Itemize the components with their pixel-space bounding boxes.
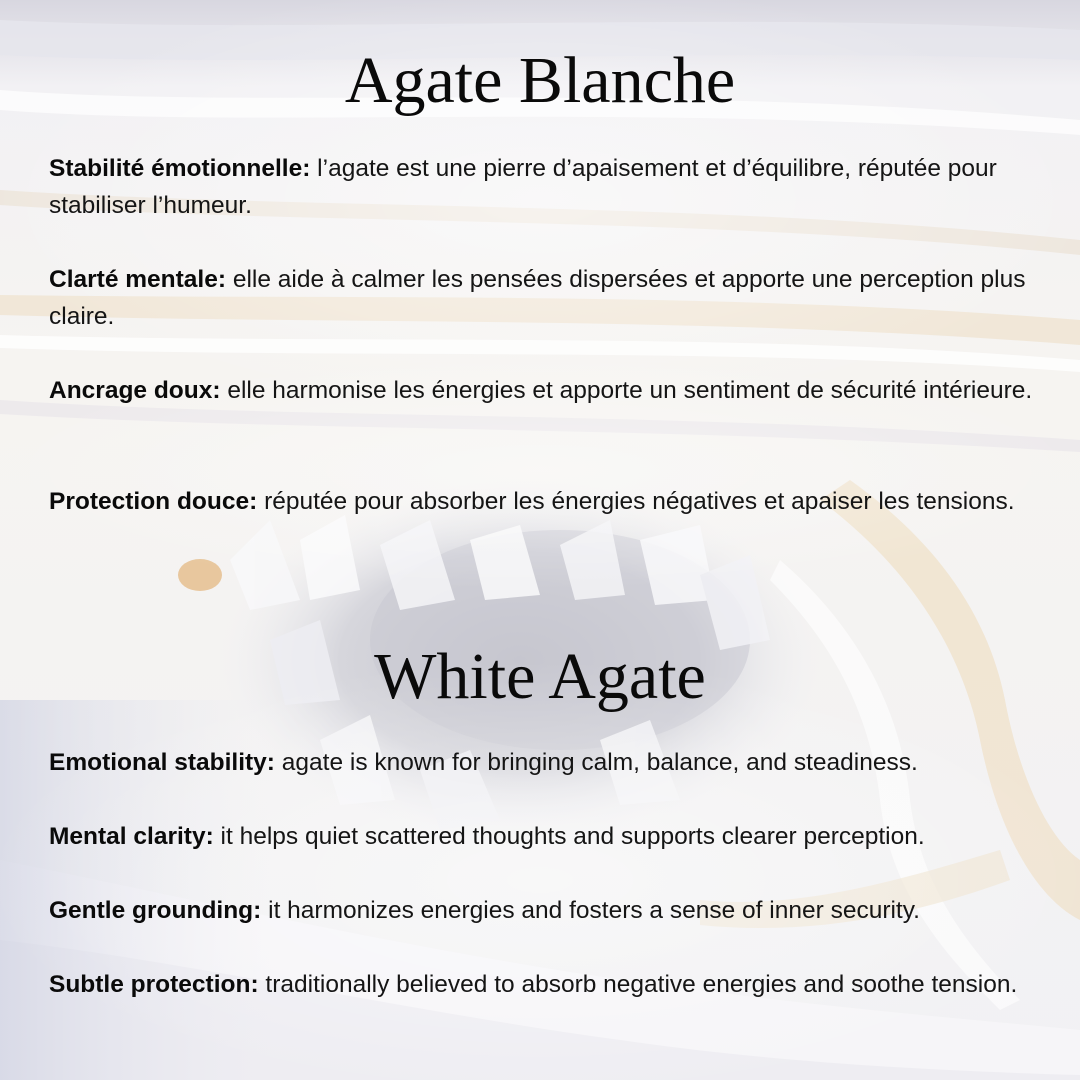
property-mental-clarity-fr [49,261,1034,335]
property-label: Ancrage doux: [49,377,221,404]
property-label: Gentle grounding: [49,897,262,924]
page-title-french: Agate Blanche [344,44,736,117]
property-label: Protection douce: [49,488,258,515]
property-emotional-stability-en [49,744,1034,781]
property-grounding-en [49,892,1034,929]
property-protection-en [49,966,1034,1003]
property-text: it harmonizes energies and fosters a sense of inner security. [261,897,920,924]
property-text: elle aide à calmer les pensées dispersées et apporte une perception plus claire. [49,266,1026,330]
property-text: elle harmonise les énergies et apporte un sentiment de sécurité intérieure. [220,377,1033,404]
property-mental-clarity-en [49,818,1034,855]
property-emotional-stability-fr [49,150,1034,224]
property-label: Clarté mentale: [49,266,227,293]
property-text: it helps quiet scattered thoughts and supports clearer perception. [213,823,925,850]
property-grounding-fr [49,372,1034,409]
property-label: Emotional stability: [49,749,275,776]
property-text: agate is known for bringing calm, balance, and steadiness. [274,749,918,776]
property-text: traditionally believed to absorb negative energies and soothe tension. [258,971,1018,998]
property-protection-fr [49,483,1034,520]
property-label: Subtle protection: [49,971,259,998]
property-text: réputée pour absorber les énergies négatives et apaiser les tensions. [257,488,1015,515]
property-text: l’agate est une pierre d’apaisement et d’équilibre, réputée pour stabiliser l’humeur. [49,155,997,219]
property-label: Stabilité émotionnelle: [49,155,311,182]
property-label: Mental clarity: [49,823,214,850]
page-title-english: White Agate [374,640,706,713]
